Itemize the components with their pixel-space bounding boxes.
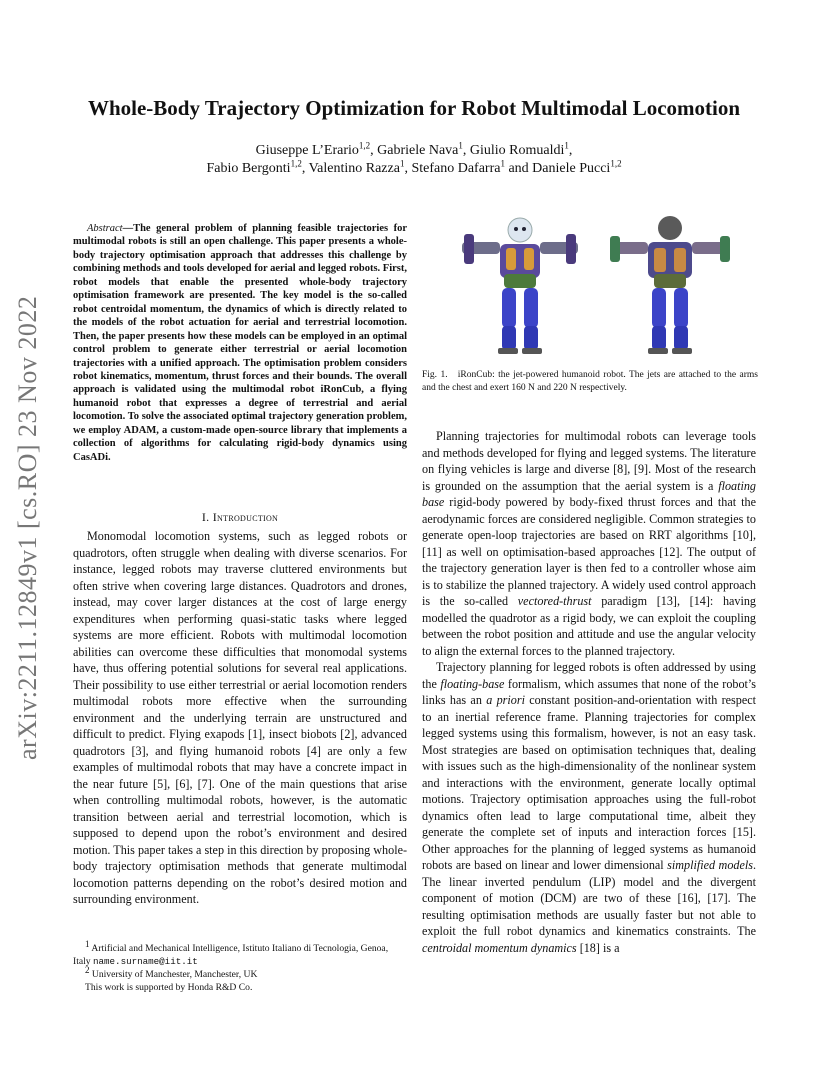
- author-affiliation: 1,2: [610, 158, 622, 169]
- section-heading: [73, 510, 407, 525]
- arxiv-stamp: arXiv:2211.12849v1 [cs.RO] 23 Nov 2022: [13, 295, 42, 760]
- footnotes: [73, 938, 407, 994]
- author-name: Valentino Razza: [308, 161, 400, 176]
- paper-title: Whole-Body Trajectory Optimization for Robot Multimodal Locomotion: [87, 96, 741, 120]
- robot-front-view: [462, 218, 578, 354]
- intro-right-column: [422, 428, 756, 956]
- footnote-2: $^2$ University of Manchester, Manchester, UK: [85, 964, 258, 980]
- robot-back-view: [610, 216, 730, 354]
- author-name: Daniele Pucci: [532, 161, 611, 176]
- figure-caption: [422, 369, 758, 394]
- author-name: Gabriele Nava: [377, 143, 459, 158]
- footnote-support: This work is supported by Honda R&D Co.: [85, 982, 253, 993]
- author-affiliation: 1,2: [358, 140, 371, 151]
- author-affiliation: 1: [564, 140, 569, 151]
- figure-image: [422, 212, 758, 362]
- author-affiliation: 1: [500, 158, 505, 169]
- author-name: Fabio Bergonti: [206, 161, 291, 176]
- author-affiliation: 1,2: [290, 158, 302, 169]
- author-name: Giuseppe L’Erario: [255, 143, 359, 158]
- author-affiliation: 1: [399, 158, 405, 169]
- robot-figure: [422, 212, 758, 362]
- authors-line-2: Fabio Bergonti$^{1,2}$, Valentino Razza$^1$, Stefano Dafarra$^1$ and Daniele Pucci$^{1,2}$: [206, 158, 622, 176]
- intro-paragraph: Planning trajectories for multimodal robots can leverage tools and methods developed for flying and legged systems. The literature on flying vehicles is large and diverse [8], [9]. Most of the research is grounded on the assumption that the aerial system is a floating base rigid-body powered by body-fixed thrust forces and that the aerodynamic forces are considered negligible. Common strategies to generate open-loop trajectories are based on RRT algorithms [10], [11] as well on optimisation-based approaches [12]. The output of the trajectory generation layer is then fed to a controller whose aim is to stabilize the planned trajectory. A widely used control approach is the so-called vectored-thrust paradigm [13], [14]: having modelled the quadrotor as a rigid body, we can exploit the coupling between the robot position and attitude and use the angular velocity to align the external forces to the planned trajectory.: [422, 429, 756, 658]
- footnote-1: $^1$ Artificial and Mechanical Intelligence, Istituto Italiano di Tecnologia, Genoa, Italy name.surname@iit.it: [73, 938, 389, 967]
- intro-paragraph: Monomodal locomotion systems, such as legged robots or quadrotors, often struggle when dealing with diverse scenarios. For instance, legged robots may traverse cluttered environments but often strive when covering large distances. Quadrotors and drones, instead, may cover larger distances at the cost of large energy expenditures when performing quasi-static tasks where legged systems are more efficient. Robots with multimodal locomotion abilities can overcome these difficulties that monomodal systems have, thus offering potential solutions for several real applications. Their possibility to use either terrestrial or aerial locomotion renders multimodal robots more effective when the surrounding environment and the underlying terrain are unstructured and difficult to predict. Flying exapods [1], insect biobots [2], advanced quadrotors [3], and flying humanoid robots [4] are only a few examples of multimodal robots that may have a concrete impact in the near future [5], [6], [7]. One of the main questions that arise when controlling multimodal robots, however, is the automatic transition between aerial and terrestrial locomotion, which is supposed to depend upon the robot’s environment and desired motion. This paper takes a step in this direction by proposing whole-body trajectory optimisation methods that generate multimodal locomotion patterns depending on the robot’s desired motion and surrounding environment.: [73, 529, 407, 906]
- author-name: Stefano Dafarra: [411, 161, 501, 176]
- figure-label: Fig. 1.: [422, 370, 448, 380]
- intro-left-column: [73, 528, 407, 908]
- section-number: I.: [201, 510, 210, 524]
- footnote-email: name.surname@iit.it: [93, 956, 198, 967]
- section-title: Introduction: [212, 510, 279, 524]
- author-name: Giulio Romualdi: [469, 143, 565, 158]
- abstract: Abstract—The general problem of planning feasible trajectories for multimodal robots is still an open challenge. This paper presents a whole-body trajectory optimisation approach that addresses this challenge by combining methods and tools developed for aerial and legged robots. First, robot models that enable the presented whole-body trajectory optimisation framework are presented. The key model is the so-called robot centroidal momentum, the dynamics of which is directly related to the models of the robot actuation for aerial and terrestrial locomotion. Then, the paper presents how these models can be employed in an optimal control problem to generate either terrestrial or aerial locomotion trajectories with a unified approach. The optimisation problem considers robot kinematics, momentum, thrust forces and their bounds. The overall approach is validated using the multimodal robot iRonCub, a flying humanoid robot that expresses a degree of terrestrial and aerial locomotion. To solve the associated optimal trajectory generation problem, we employ ADAM, a custom-made open-source library that implements a collection of algorithms for calculating rigid-body dynamics using CasADi.: [73, 223, 407, 463]
- abstract-label: Abstract: [87, 223, 123, 234]
- figure-caption-text: iRonCub: the jet-powered humanoid robot. The jets are attached to the arms and the chest and exert 160 N and 220 N respectively.: [422, 370, 758, 393]
- intro-paragraph: Trajectory planning for legged robots is often addressed by using the floating-base formalism, which assumes that none of the robot’s links has an a priori constant position-and-orientation with respect to an inertial reference frame. Planning trajectories for complex legged systems using this formalism, however, is not an easy task. Most strategies are based on optimisation techniques that, dealing with issues such as the high-dimensionality of the nonlinear system and interactions with the environment, generate locally optimal motions. Trajectory optimisation approaches using the full-robot dynamics often lead to large computational time, albeit they generate the complete set of inputs and interaction forces [15]. Other approaches for the planning of legged systems as humanoid robots are based on linear and lower dimensional simplified models. The linear inverted pendulum (LIP) model and the divergent component of motion (DCM) are two of these [16], [17]. The resulting optimisation methods are usually faster but not able to exploit the full robot dynamics and kinematics constraints. The centroidal momentum dynamics [18] is a: [422, 660, 756, 955]
- abstract-text: The general problem of planning feasible trajectories for multimodal robots is still an open challenge. This paper presents a whole-body trajectory optimisation approach that addresses this challenge by combining methods and tools developed for aerial and legged robots. First, robot models that enable the presented whole-body trajectory optimisation framework are presented. The key model is the so-called robot centroidal momentum, the dynamics of which is directly related to the models of the robot actuation for aerial and terrestrial locomotion. Then, the paper presents how these models can be employed in an optimal control problem to generate either terrestrial or aerial locomotion trajectories with a unified approach. The optimisation problem considers robot kinematics, momentum, thrust forces and their bounds. The overall approach is validated using the multimodal robot iRonCub, a flying humanoid robot that expresses a degree of terrestrial and aerial locomotion. To solve the associated optimal trajectory generation problem, we employ ADAM, a custom-made open-source library that implements a collection of algorithms for calculating rigid-body dynamics using CasADi.: [73, 223, 407, 463]
- authors-line-1: Giuseppe L’Erario$^{1,2}$, Gabriele Nava$^1$, Giulio Romualdi$^1$,: [255, 140, 573, 158]
- author-affiliation: 1: [458, 140, 463, 151]
